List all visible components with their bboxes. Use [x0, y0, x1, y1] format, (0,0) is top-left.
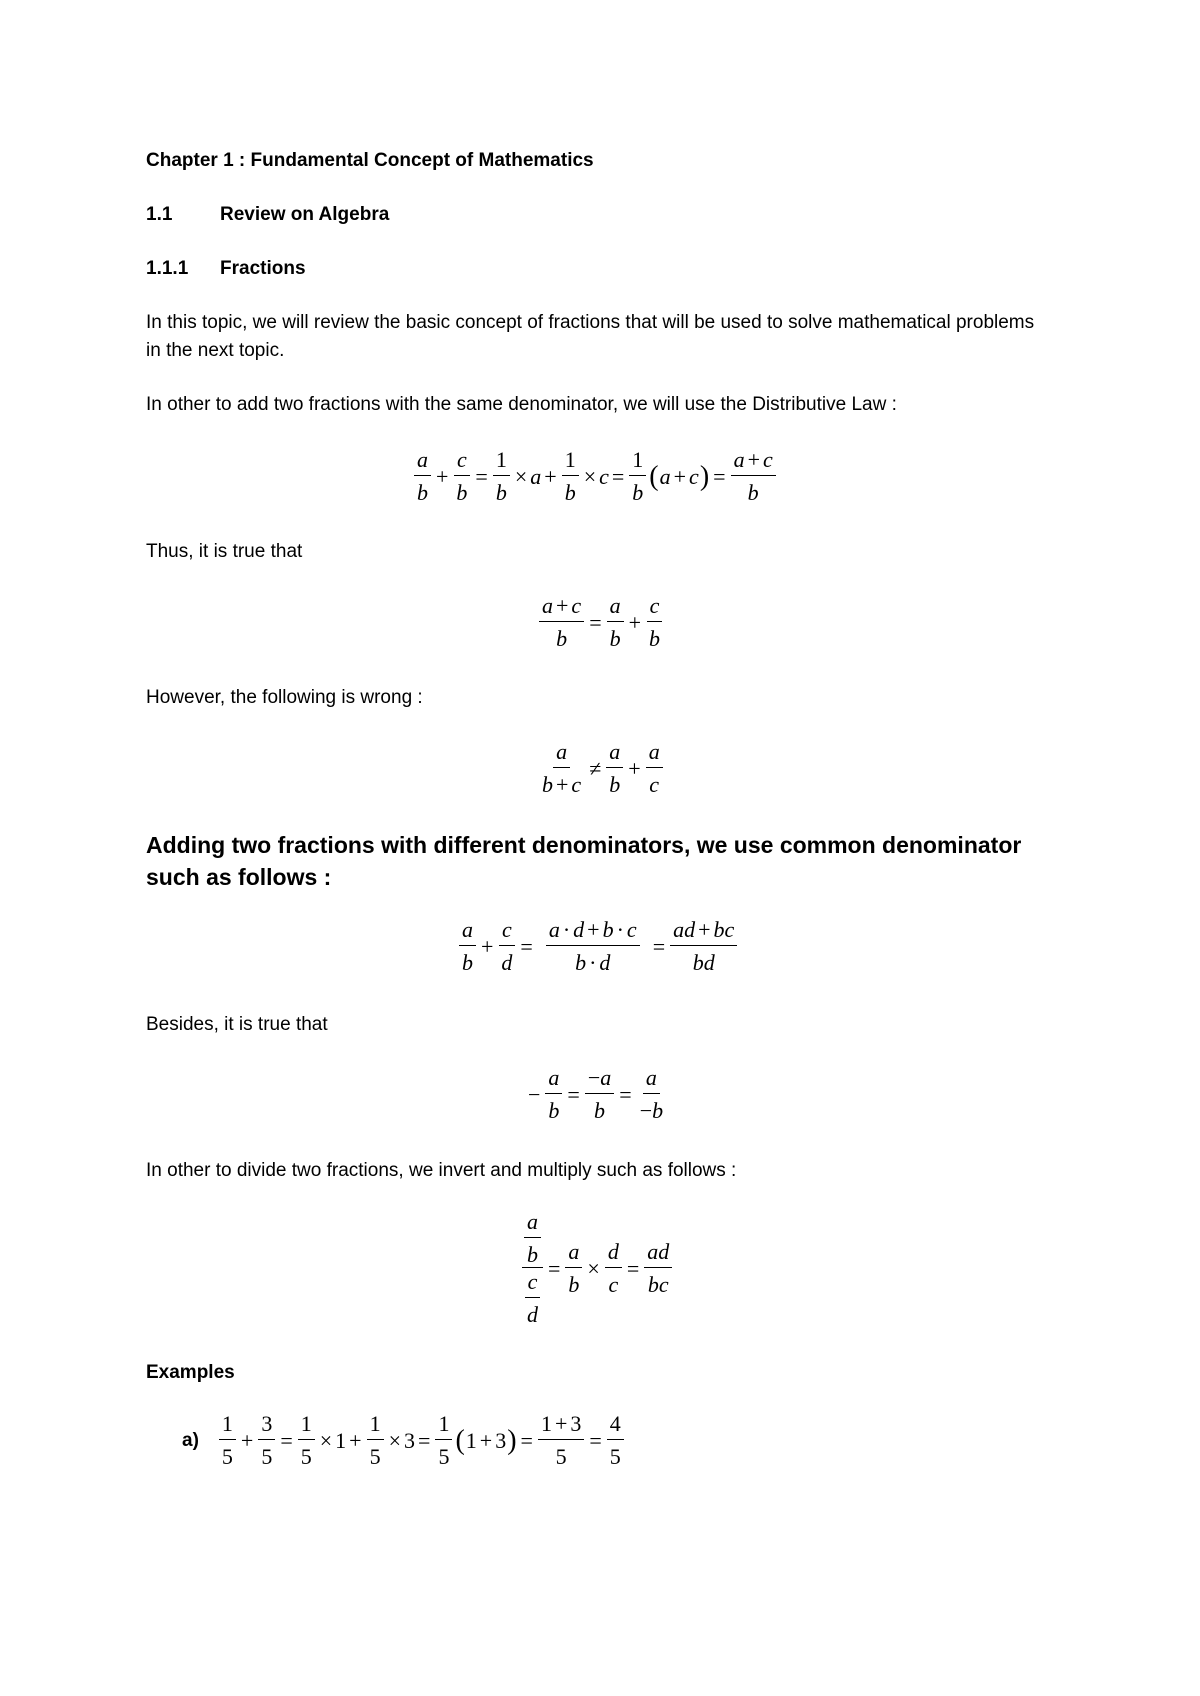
subsection-number: 1.1.1: [146, 258, 189, 279]
common-denominator-equation: $\frac{a}{b}$ + $\frac{c}{d}$ = $\frac{a \cdot d + b \cdot c}{b \cdot d}$ = $\frac{ad + bc}{bd}$: [457, 918, 739, 975]
section-number: 1.1: [146, 204, 173, 225]
distributive-law-equation: $\frac{a}{b}$ + $\frac{c}{b}$ = $\frac{1}{b}$ × a + $\frac{1}{b}$ × c = $\frac{1}{b}$ ( a + c ) = $\frac{a + c}{b}$: [412, 448, 778, 505]
example-a: a) $\frac{1}{5}$ + $\frac{3}{5}$ = $\frac{1}{5}$ × 1 + $\frac{1}{5}$ × 3 = $\frac{1}{5}$ ( 1 + 3 ) = $\frac{1 + 3}{5}$ = $\frac{4}{5}$: [182, 1412, 626, 1469]
wrong-split-equation: $\frac{a}{b + c}$ ≠ $\frac{a}{b}$ + $\frac{a}{c}$: [537, 740, 665, 797]
distributive-sentence: In other to add two fractions with the same denominator, we will use the Distributive Law :: [146, 394, 897, 415]
section-heading: [146, 201, 389, 228]
subsection-heading: [146, 255, 306, 282]
divide-text: In other to divide two fractions, we invert and multiply such as follows :: [146, 1160, 737, 1181]
chapter-title: Chapter 1 : Fundamental Concept of Mathematics: [146, 150, 594, 171]
subsection-title: Fractions: [220, 258, 306, 279]
however-text: However, the following is wrong :: [146, 687, 423, 708]
sum-split-equation: $\frac{a + c}{b}$ = $\frac{a}{b}$ + $\frac{c}{b}$: [537, 594, 665, 651]
section-title: Review on Algebra: [220, 204, 390, 225]
besides-text: Besides, it is true that: [146, 1014, 328, 1035]
intro-paragraph: In this topic, we will review the basic concept of fractions that will be used to solve mathematical problems in the next topic.: [146, 312, 1035, 361]
negative-fraction-equation: − $\frac{a}{b}$ = $\frac{-a}{b}$ = $\frac{a}{-b}$: [528, 1065, 664, 1123]
examples-heading: Examples: [146, 1362, 235, 1383]
example-a-label: a): [182, 1429, 199, 1451]
division-equation: $\frac{\frac{a}{b}}{\frac{c}{d}}$ = $\frac{a}{b}$ × $\frac{d}{c}$ = $\frac{ad}{bc}$: [520, 1210, 674, 1327]
different-denominators-text: Adding two fractions with different denominators, we use common denominator such as follows :: [146, 832, 1022, 890]
thus-text: Thus, it is true that: [146, 541, 303, 562]
